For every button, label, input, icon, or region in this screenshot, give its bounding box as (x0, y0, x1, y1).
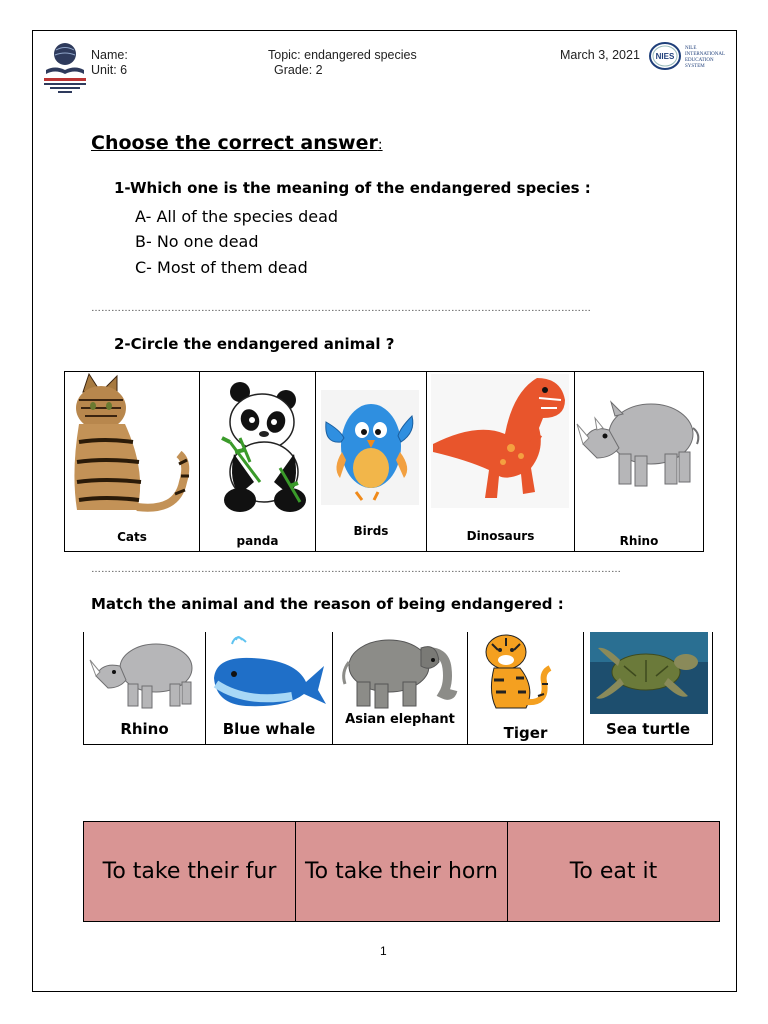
grade-label: Grade: 2 (274, 63, 323, 77)
match-cell-asian-elephant[interactable] (333, 632, 468, 744)
animal-label: Dinosaurs (466, 529, 535, 543)
reason-eat[interactable]: To eat it (569, 858, 658, 884)
separator-line-2: …………………………………………………………………………………………………………………………………………… (91, 564, 621, 575)
dinosaur-image (427, 372, 575, 517)
school-logo (40, 40, 90, 100)
nies-text: NILE INTERNATIONAL EDUCATION SYSTEM (685, 46, 725, 69)
bird-image (316, 372, 427, 517)
sea-turtle-image (584, 632, 712, 714)
nies-logo (648, 41, 682, 71)
animal-cell-rhino[interactable] (575, 372, 703, 551)
cat-image (65, 372, 200, 517)
name-label: Name: (91, 48, 128, 62)
tiger-image (468, 632, 584, 714)
unit-label: Unit: 6 (91, 63, 128, 77)
animal-cell-birds[interactable] (316, 372, 427, 551)
rhino-image (575, 372, 703, 517)
question-1: 1-Which one is the meaning of the endangered species : (114, 179, 591, 197)
animal-label: Rhino (619, 534, 659, 548)
q1-option-c[interactable]: C- Most of them dead (135, 258, 308, 277)
animal-cell-dinosaurs[interactable] (427, 372, 575, 551)
rhino-image (84, 632, 206, 714)
match-animal-label: Asian elephant (345, 712, 455, 727)
match-question: Match the animal and the reason of being endangered : (91, 595, 564, 613)
match-animal-grid (83, 632, 713, 745)
match-animal-label: Rhino (120, 720, 169, 738)
panda-image (200, 372, 316, 517)
match-animal-label: Sea turtle (605, 720, 691, 738)
animal-cell-panda[interactable] (200, 372, 316, 551)
match-cell-rhino[interactable] (84, 632, 206, 744)
animal-label: Birds (353, 524, 389, 538)
page-number: 1 (380, 944, 387, 958)
question-2: 2-Circle the endangered animal ? (114, 335, 395, 353)
match-cell-blue-whale[interactable] (206, 632, 333, 744)
topic-label: Topic: endangered species (268, 48, 417, 62)
match-cell-tiger[interactable] (468, 632, 584, 744)
animal-label: panda (236, 534, 279, 548)
animal-cell-cats[interactable] (65, 372, 200, 551)
animal-choice-grid (64, 371, 704, 552)
q1-option-a[interactable]: A- All of the species dead (135, 207, 339, 226)
q1-option-b[interactable]: B- No one dead (135, 232, 259, 251)
reason-fur[interactable]: To take their fur (84, 822, 296, 921)
match-animal-label: Blue whale (222, 720, 316, 738)
match-animal-label: Tiger (503, 724, 548, 742)
reasons-table (83, 821, 720, 922)
reason-horn[interactable]: To take their horn (296, 822, 508, 921)
page-title: Choose the correct answer: (91, 132, 383, 154)
blue-whale-image (206, 632, 333, 714)
date-label: March 3, 2021 (560, 48, 640, 62)
elephant-image (333, 632, 468, 714)
match-cell-sea-turtle[interactable] (584, 632, 712, 744)
animal-label: Cats (117, 530, 147, 544)
separator-line: …………………………………………………………………………………………………………………………………… (91, 303, 591, 314)
nies-badge: NIES (655, 52, 675, 61)
